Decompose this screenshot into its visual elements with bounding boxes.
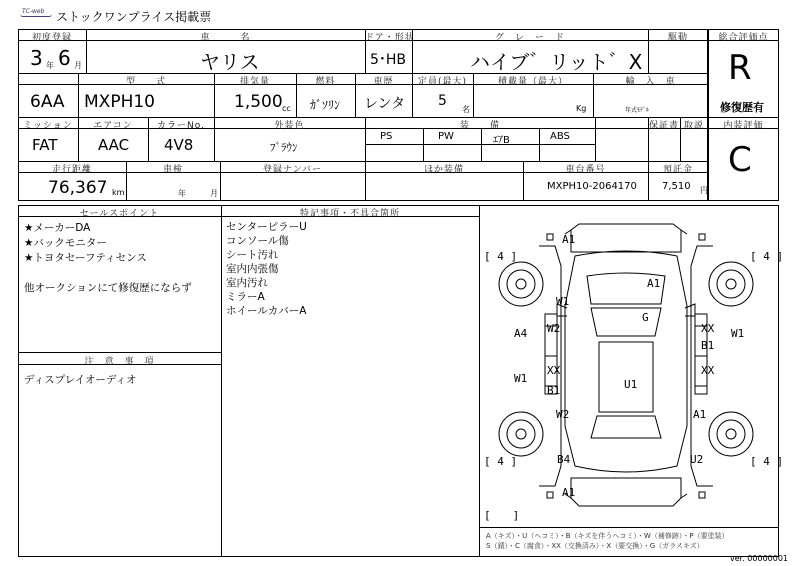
list-item: ★メーカーDA: [24, 222, 91, 234]
tire-rear-left-depth: [ 4 ]: [484, 455, 518, 468]
damage-mark: W2: [547, 322, 561, 335]
equipment-3: ｴｱB: [493, 135, 510, 146]
first-reg-year: 3: [30, 46, 43, 70]
first-reg-month: 6: [58, 46, 71, 70]
tire-front-right-icon: [709, 262, 753, 306]
equipment-1: PS: [380, 131, 393, 142]
notes-title: 特記事項・不具合箇所: [299, 209, 400, 219]
label-mission: ミッション: [23, 121, 73, 131]
damage-mark: U1: [624, 378, 638, 391]
price-unit: 円: [700, 186, 708, 195]
notes-list: [226, 220, 307, 318]
label-overall: 総合評価点: [718, 33, 769, 43]
list-item: センターピラーU: [226, 221, 307, 233]
color-no: 4V8: [164, 136, 194, 154]
sales-points-list: [24, 221, 192, 296]
fuel: ｶﾞｿﾘﾝ: [310, 98, 341, 112]
tire-rear-right-icon: [709, 412, 753, 456]
grade: ハイブ゛リット゛X: [470, 50, 643, 74]
interior-score: C: [728, 140, 752, 180]
label-grade: グ レ ー ド: [494, 33, 565, 43]
list-item: シート汚れ: [226, 249, 279, 261]
legend-line-1: A（キズ）・U（ヘコミ）・B（キズを伴うヘコミ）・W（補修跡）・P（要塗装）: [486, 532, 729, 540]
label-fuel: 燃料: [315, 77, 336, 87]
car-name: ヤリス: [200, 50, 260, 74]
page-title: ストックワンプライス掲載票: [56, 10, 212, 24]
label-chassis: 車台番号: [565, 165, 606, 175]
price: 7,510: [662, 181, 691, 192]
import-model-label: 年式ﾓﾃﾞﾙ: [625, 107, 650, 114]
damage-mark: A1: [647, 277, 661, 290]
list-item: ディスプレイオーディオ: [24, 374, 137, 386]
model-prefix: 6AA: [30, 92, 65, 112]
label-car-name: 車 名: [200, 33, 251, 43]
legend-line-2: S（錆）・C（腐食）・XX（交換済み）・X（要交換）・G（ガラスキズ）: [486, 542, 704, 550]
damage-mark: XX: [701, 322, 715, 335]
car-diagram: [479, 216, 779, 526]
mileage-unit: km: [112, 188, 125, 197]
month-unit: 月: [74, 61, 82, 70]
damage-mark: A1: [562, 486, 576, 499]
damage-mark: A4: [514, 327, 528, 340]
label-color-no: カラーNo.: [157, 121, 205, 131]
overall-note: 修復歴有: [720, 101, 764, 114]
damage-mark: G: [642, 311, 649, 324]
sales-points-title: セールスポイント: [79, 209, 160, 219]
label-aircon: エアコン: [93, 121, 133, 131]
spare-tire-depth: [ ]: [484, 509, 520, 522]
caution-title: 注 意 事 項: [84, 357, 155, 367]
tire-rear-left-icon: [499, 412, 543, 456]
label-mileage: 走行距離: [51, 165, 92, 175]
list-item: ホイールカバーA: [226, 305, 307, 317]
label-import: 輸 入 車: [625, 77, 676, 87]
equipment-4: ABS: [550, 131, 570, 142]
car-history: レンタ: [364, 96, 406, 112]
label-car-history: 車歴: [373, 77, 394, 87]
logo-swoosh-icon: [20, 14, 52, 17]
list-item: 室内汚れ: [226, 277, 268, 289]
label-capacity: 定員(最大): [417, 77, 468, 87]
tire-front-right-depth: [ 4 ]: [750, 250, 784, 263]
label-door-type: ドア・形状: [365, 33, 415, 43]
damage-mark: W1: [556, 295, 570, 308]
capacity: 5: [438, 93, 447, 109]
door-type: 5･HB: [370, 52, 407, 68]
list-item: [24, 266, 192, 281]
displacement-unit: cc: [282, 104, 291, 113]
label-reg-number: 登録ナンバー: [263, 165, 322, 175]
damage-mark: W1: [514, 372, 528, 385]
damage-mark: B4: [557, 453, 571, 466]
damage-mark: XX: [547, 364, 561, 377]
list-item: ★バックモニター: [24, 237, 107, 249]
displacement: 1,500: [234, 92, 283, 112]
tire-front-left-icon: [499, 262, 543, 306]
list-item: ★トヨタセーフティセンス: [24, 252, 147, 264]
label-interior: 内装評価: [723, 121, 764, 131]
caution-list: [24, 372, 137, 387]
inspection-year-unit: 年: [178, 189, 186, 198]
tire-rear-right-depth: [ 4 ]: [750, 455, 784, 468]
exterior-color: ﾌﾞﾗｳﾝ: [270, 141, 298, 154]
label-price: 預託金: [662, 165, 693, 175]
year-unit: 年: [46, 61, 54, 70]
list-item: コンソール傷: [226, 235, 289, 247]
damage-mark: B1: [701, 339, 715, 352]
damage-mark: XX: [701, 364, 715, 377]
label-first-reg: 初度登録: [31, 33, 72, 43]
chassis-number: MXPH10-2064170: [547, 181, 637, 192]
tire-front-left-depth: [ 4 ]: [484, 250, 518, 263]
overall-score: R: [728, 48, 752, 88]
list-item: 室内内張傷: [226, 263, 279, 275]
version-label: ver. 00000001: [730, 554, 789, 563]
label-exterior-color: 外装色: [274, 121, 305, 131]
damage-mark: A1: [562, 233, 576, 246]
label-inspection: 車検: [162, 165, 183, 175]
label-equipment: 装 備: [459, 121, 500, 131]
equipment-2: PW: [438, 131, 454, 142]
label-warranty: 保証書: [648, 121, 679, 131]
aircon: AAC: [98, 136, 130, 154]
damage-mark: W1: [731, 327, 745, 340]
label-drive: 駆動: [667, 33, 688, 43]
damage-mark: U2: [690, 453, 704, 466]
label-displacement: 排気量: [239, 77, 270, 87]
mission: FAT: [32, 136, 58, 154]
logo: TC-web: [22, 8, 45, 15]
mileage: 76,367: [48, 178, 108, 198]
label-model: 型 式: [125, 77, 166, 87]
damage-mark: A1: [693, 408, 707, 421]
label-load: 積載量（最大）: [497, 77, 568, 87]
capacity-unit: 名: [462, 105, 470, 114]
inspection-month-unit: 月: [210, 189, 218, 198]
damage-mark: B1: [547, 384, 561, 397]
list-item: 他オークションにて修復歴にならず: [24, 282, 192, 294]
label-other-equipment: ほか装備: [423, 165, 464, 175]
label-manual: 取説: [683, 121, 704, 131]
damage-mark: W2: [556, 408, 570, 421]
model: MXPH10: [84, 92, 155, 112]
load-unit: Kg: [576, 104, 587, 113]
list-item: ミラーA: [226, 291, 265, 303]
